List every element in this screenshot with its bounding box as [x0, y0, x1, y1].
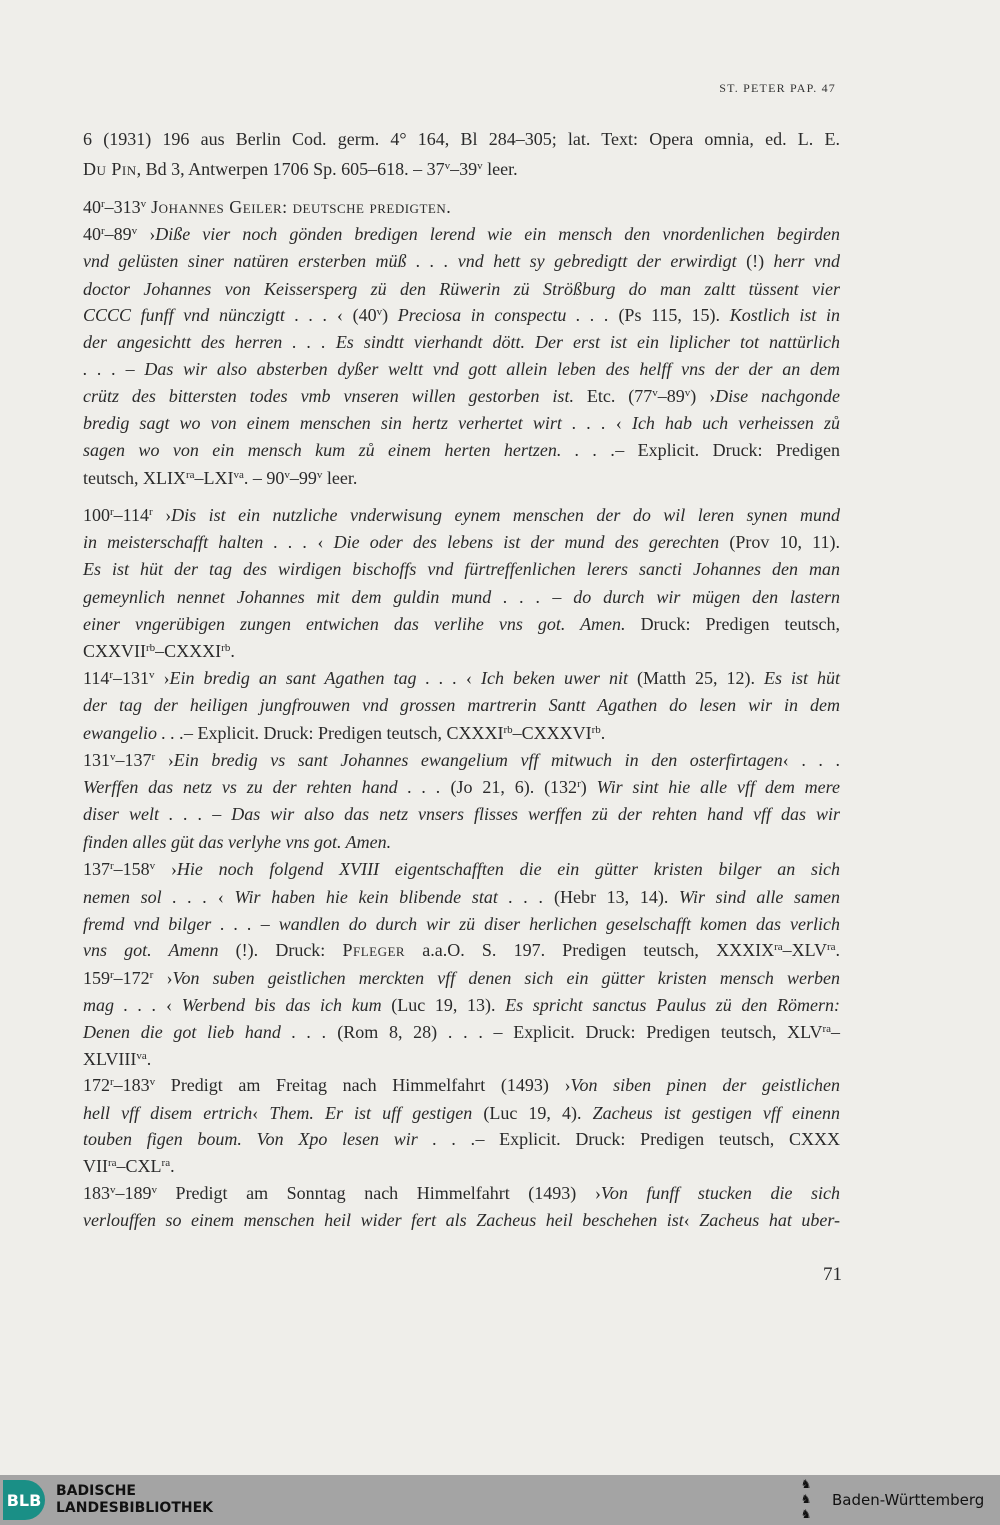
text-run: 40	[83, 197, 101, 217]
text-line	[83, 503, 840, 527]
text-line	[83, 912, 840, 936]
text-run: (Luc 19, 4).	[483, 1103, 593, 1123]
state-name[interactable]: Baden-Württemberg	[832, 1491, 985, 1509]
text-run: –183	[113, 1075, 150, 1095]
folio-superscript: v	[110, 1184, 116, 1196]
quoted-incipit: Von siben pinen der geistlichen	[570, 1075, 840, 1095]
text-line	[83, 384, 840, 408]
text-line	[83, 721, 840, 745]
text-run: (Matth 25, 12).	[637, 668, 764, 688]
folio-superscript: v	[284, 469, 290, 481]
quoted-incipit: Kostlich ist in	[729, 305, 840, 325]
quoted-incipit: Dise nachgonde	[715, 386, 840, 406]
text-run: – Explicit. Druck: Predigen teutsch, CXXX	[475, 1129, 840, 1149]
text-run: Druck: Predigen teutsch,	[640, 614, 841, 634]
quoted-incipit: der tag der heiligen jungfrouwen vnd grossen martrerin Santt Agathen do lesen wir in dem	[83, 695, 840, 715]
text-line	[83, 1154, 840, 1178]
text-run: – Explicit. Druck: Predigen teutsch, CXXXI	[184, 723, 504, 743]
text-line	[83, 612, 840, 636]
text-run: (!)	[746, 251, 765, 271]
folio-superscript: ra	[826, 941, 836, 953]
quoted-incipit: Wir haben hie kein blibende stat . . .	[234, 887, 555, 907]
text-run: (!). Druck:	[235, 940, 343, 960]
text-line	[83, 585, 840, 609]
small-caps-text: Pfleger	[342, 940, 406, 960]
text-line	[83, 802, 840, 826]
text-line	[83, 885, 840, 909]
text-run: –99	[289, 468, 317, 488]
text-run: .	[230, 641, 235, 661]
folio-superscript: v	[376, 306, 383, 318]
text-line	[83, 127, 840, 151]
text-run: .	[146, 1049, 152, 1069]
text-run: ‹ . . .	[782, 750, 840, 770]
footer-bar	[0, 1475, 1000, 1525]
text-line	[83, 1181, 840, 1205]
text-run: ›	[155, 750, 174, 770]
text-run: –189	[115, 1183, 152, 1203]
quoted-incipit: Zacheus hat uber-	[699, 1210, 840, 1230]
text-run: –89	[657, 386, 685, 406]
text-line	[83, 830, 840, 854]
quoted-incipit: vnd gelüsten siner natüren ersterben müß . . . vnd hett sy gebredigtt der erwirdigt	[83, 251, 747, 271]
text-line	[83, 857, 840, 881]
folio-superscript: v	[140, 198, 147, 210]
quoted-incipit: Werbend bis das ich kum	[181, 995, 392, 1015]
folio-superscript: rb	[591, 724, 601, 736]
text-run: 114	[83, 668, 110, 688]
text-run: ‹	[317, 532, 334, 552]
folio-superscript: r	[577, 778, 581, 790]
text-line	[83, 775, 840, 799]
text-run: –172	[113, 968, 150, 988]
quoted-incipit: Diße vier noch gönden bredigen lerend wie ein mensch den vnordenlichen begirden	[155, 224, 841, 244]
folio-superscript: v	[149, 669, 155, 681]
quoted-incipit: CCCC funff vnd nünczigtt . . .	[83, 305, 338, 325]
quoted-incipit: bredig sagt wo von einem menschen sin hertz verhertet wirt . . .	[83, 413, 616, 433]
text-line	[83, 639, 840, 663]
quoted-incipit: mag . . .	[83, 995, 167, 1015]
text-line	[83, 666, 840, 690]
quoted-incipit: Ein bredig an sant Agathen tag . . .	[169, 668, 467, 688]
text-run: (Hebr 13, 14).	[554, 887, 679, 907]
quoted-incipit: crütz des bittersten todes vmb vnseren willen gestorben ist.	[83, 386, 587, 406]
quoted-incipit: Die oder des lebens ist der mund des gerechten	[333, 532, 730, 552]
text-run: ‹	[166, 995, 182, 1015]
text-line	[83, 466, 840, 490]
folio-superscript: v	[316, 469, 323, 481]
small-caps-text: Du Pin	[83, 159, 137, 179]
quoted-incipit: Hie noch folgend XVIII eigentschafften die ein gütter kristen bilger an sich	[176, 859, 840, 879]
text-run: –114	[113, 505, 150, 525]
quoted-incipit: Wir sind alle samen	[679, 887, 841, 907]
text-run: 159	[83, 968, 110, 988]
text-run: ‹	[466, 668, 482, 688]
folio-superscript: va	[233, 469, 244, 481]
folio-superscript: v	[131, 225, 138, 237]
text-run: leer.	[322, 468, 358, 488]
folio-superscript: rb	[146, 642, 156, 654]
folio-superscript: v	[444, 160, 451, 172]
quoted-incipit: sagen wo von ein mensch kum zů einem herten hertzen. . . .	[83, 440, 616, 460]
text-run: Etc. (77	[586, 386, 653, 406]
text-line	[83, 1020, 840, 1044]
quoted-incipit: in meisterschafft halten . . .	[83, 532, 318, 552]
text-line	[83, 1101, 840, 1125]
text-run: , Bd 3, Antwerpen 1706 Sp. 605–618. – 37	[136, 159, 445, 179]
text-run: –CXXXVI	[512, 723, 592, 743]
quoted-incipit: touben figen boum. Von Xpo lesen wir . . .	[83, 1129, 476, 1149]
text-run: ›	[153, 968, 173, 988]
folio-superscript: v	[652, 387, 658, 399]
text-line	[83, 330, 840, 354]
text-run: –137	[115, 750, 152, 770]
text-run: 6 (1931) 196 aus Berlin Cod. germ. 4° 164, Bl 284–305; lat. Text: Opera omnia, ed. L. E.	[83, 129, 840, 149]
quoted-incipit: einer vngerübigen zungen entwichen das verlihe vns got. Amen.	[83, 614, 641, 634]
running-header: ST. PETER PAP. 47	[719, 81, 836, 95]
folio-superscript: ra	[161, 1157, 171, 1169]
folio-superscript: r	[149, 969, 154, 981]
quoted-incipit: Von funff stucken die sich	[600, 1183, 840, 1203]
text-run: ›	[154, 668, 170, 688]
quoted-incipit: Preciosa in conspectu . . .	[397, 305, 619, 325]
library-name-line2: LANDESBIBLIOTHEK	[56, 1500, 214, 1516]
quoted-incipit: gemeynlich nennet Johannes mit dem guldin mund . . . – do durch wir mügen den lastern	[83, 587, 840, 607]
folio-superscript: ra	[108, 1157, 117, 1169]
text-line	[83, 1208, 840, 1232]
text-line	[83, 938, 840, 962]
text-run: (Luc 19, 13).	[391, 995, 506, 1015]
page-number: 71	[823, 1264, 842, 1285]
text-run: ‹	[252, 1103, 270, 1123]
quoted-incipit: der angesichtt des herren . . . Es sindtt vierhandt dött. Der erst ist ein liplicher tot nattürlich	[83, 332, 840, 352]
library-name-line1: BADISCHE	[56, 1483, 136, 1499]
text-run: 137	[83, 859, 110, 879]
text-run: –CXXXI	[155, 641, 222, 661]
text-run: VII	[83, 1156, 108, 1176]
text-run: . – 90	[243, 468, 285, 488]
quoted-incipit: . . . – Das wir also absterben dyßer weltt vnd gott allein leben des helff vns der der an dem	[83, 359, 840, 379]
folio-superscript: ra	[185, 469, 195, 481]
text-run: 100	[83, 505, 110, 525]
quoted-incipit: vns got. Amenn	[83, 940, 236, 960]
text-line	[83, 557, 840, 581]
text-run: ‹	[217, 887, 235, 907]
text-line	[83, 357, 840, 381]
folio-superscript: r	[151, 751, 156, 763]
text-line	[83, 411, 840, 435]
quoted-incipit: Zacheus ist gestigen vff einenn	[592, 1103, 840, 1123]
text-line	[83, 222, 840, 246]
text-line	[83, 693, 840, 717]
quoted-incipit: ewangelio . . .	[83, 723, 184, 743]
folio-superscript: ra	[774, 941, 783, 953]
text-run: (Ps 115, 15).	[618, 305, 730, 325]
text-run: a.a.O. S. 197. Predigen teutsch, XXXIX	[405, 940, 775, 960]
quoted-incipit: Es spricht sanctus Paulus zü den Römern:	[505, 995, 840, 1015]
text-run: (Jo 21, 6). (132	[450, 777, 578, 797]
text-line	[83, 993, 840, 1017]
library-name[interactable]	[56, 1483, 213, 1517]
quoted-incipit: verlouffen so einem menschen heil wider fert als Zacheus heil beschehen ist	[83, 1210, 684, 1230]
text-run: ‹	[683, 1210, 700, 1230]
quoted-incipit: fremd vnd bilger . . . – wandlen do durch wir zü diser herlichen geselschafft komen das verlich	[83, 914, 840, 934]
text-run: leer.	[482, 159, 518, 179]
quoted-incipit: Ein bredig vs sant Johannes ewangelium vff mitwuch in den osterfirtagen	[173, 750, 783, 770]
folio-superscript: r	[110, 860, 114, 872]
quoted-incipit: herr vnd	[764, 251, 840, 271]
text-run: –131	[113, 668, 150, 688]
text-run: .	[170, 1156, 175, 1176]
text-run: –158	[113, 859, 150, 879]
quoted-incipit: nemen sol . . .	[83, 887, 218, 907]
text-run: ›	[155, 859, 177, 879]
quoted-incipit: Denen die got lieb hand . . .	[83, 1022, 338, 1042]
folio-superscript: va	[136, 1050, 147, 1062]
folio-superscript: rb	[221, 642, 231, 654]
text-line	[83, 1127, 840, 1151]
text-run: –CXL	[116, 1156, 162, 1176]
text-run: ›	[152, 505, 172, 525]
text-run: Predigt am Sonntag nach Himmelfahrt (1493) ›	[157, 1183, 601, 1203]
text-run: ‹	[615, 413, 632, 433]
folio-superscript: v	[684, 387, 691, 399]
folio-superscript: v	[477, 160, 483, 172]
quoted-incipit: diser welt . . . – Das wir also das netz vnsers flisses werffen zü der rehten hand vff das wir	[83, 804, 840, 824]
quoted-incipit: Ich hab uch verheissen zů	[631, 413, 841, 433]
text-run: –39	[450, 159, 478, 179]
text-run: –	[831, 1022, 840, 1042]
folio-superscript: r	[149, 506, 153, 518]
folio-superscript: r	[101, 225, 105, 237]
quoted-incipit: Es ist hüt der tag des wirdigen bischoffs vnd fürtreffenlichen lerers sancti Johannes den man	[83, 559, 840, 579]
text-line	[83, 303, 840, 327]
text-line	[83, 438, 840, 462]
quoted-incipit: Werffen das netz vs zu der rehten hand . . .	[83, 777, 451, 797]
text-line	[83, 157, 840, 181]
quoted-incipit: Dis ist ein nutzliche vnderwisung eynem menschen der do wil leren synen mund	[171, 505, 840, 525]
text-line	[83, 249, 840, 273]
text-line	[83, 195, 840, 219]
quoted-incipit: hell vff disem ertrich	[83, 1103, 253, 1123]
text-run: –XLV	[782, 940, 827, 960]
text-run: .	[835, 940, 841, 960]
text-run: )	[382, 305, 398, 325]
text-line	[83, 966, 840, 990]
text-run: – Explicit. Druck: Predigen	[615, 440, 840, 460]
text-run: ›	[137, 224, 156, 244]
folio-superscript: v	[149, 1076, 156, 1088]
text-run: (Prov 10, 11).	[729, 532, 840, 552]
folio-superscript: v	[151, 1184, 157, 1196]
quoted-incipit: doctor Johannes von Keissersperg zü den Rüwerin zü Strößburg do man zaltt tüssent vier	[83, 279, 840, 299]
text-run: 183	[83, 1183, 110, 1203]
quoted-incipit: Es ist hüt	[764, 668, 841, 688]
quoted-incipit: finden alles güt das verlyhe vns got. Amen.	[83, 832, 392, 852]
text-run: (Rom 8, 28) . . . – Explicit. Druck: Predigen teutsch, XLV	[337, 1022, 823, 1042]
text-run: .	[600, 723, 606, 743]
text-run: ‹ (40	[337, 305, 377, 325]
quoted-incipit: Ich beken uwer nit	[481, 668, 637, 688]
text-line	[83, 1073, 840, 1097]
text-line	[83, 277, 840, 301]
folio-superscript: rb	[503, 724, 513, 736]
text-run: –89	[104, 224, 132, 244]
text-run: 172	[83, 1075, 110, 1095]
lions-coat-of-arms-icon: ♞ ♞ ♞	[800, 1477, 812, 1521]
text-line	[83, 748, 840, 772]
folio-superscript: r	[110, 969, 114, 981]
text-run: Predigt am Freitag nach Himmelfahrt (1493) ›	[155, 1075, 571, 1095]
text-run: –313	[104, 197, 141, 217]
text-run: CXXVII	[83, 641, 146, 661]
quoted-incipit: Von suben geistlichen merckten vff denen sich ein gütter kristen mensch werben	[172, 968, 840, 988]
text-run: XLVIII	[83, 1049, 137, 1069]
quoted-incipit: Them. Er ist uff gestigen	[269, 1103, 484, 1123]
folio-superscript: ra	[822, 1023, 831, 1035]
folio-superscript: v	[149, 860, 156, 872]
text-line	[83, 530, 840, 554]
blb-logo[interactable]: BLB	[3, 1480, 45, 1520]
text-run: )	[580, 777, 597, 797]
text-run: 131	[83, 750, 110, 770]
small-caps-text: Johannes Geiler: deutsche predigten.	[146, 197, 452, 217]
text-run: –LXI	[194, 468, 234, 488]
folio-superscript: r	[110, 506, 114, 518]
folio-superscript: r	[101, 198, 105, 210]
folio-superscript: r	[109, 669, 114, 681]
folio-superscript: r	[110, 1076, 114, 1088]
folio-superscript: v	[110, 751, 116, 763]
text-run: teutsch, XLIX	[83, 468, 186, 488]
text-line	[83, 1047, 840, 1071]
quoted-incipit: Wir sint hie alle vff dem mere	[596, 777, 840, 797]
text-run: ) ›	[690, 386, 716, 406]
text-run: 40	[83, 224, 101, 244]
